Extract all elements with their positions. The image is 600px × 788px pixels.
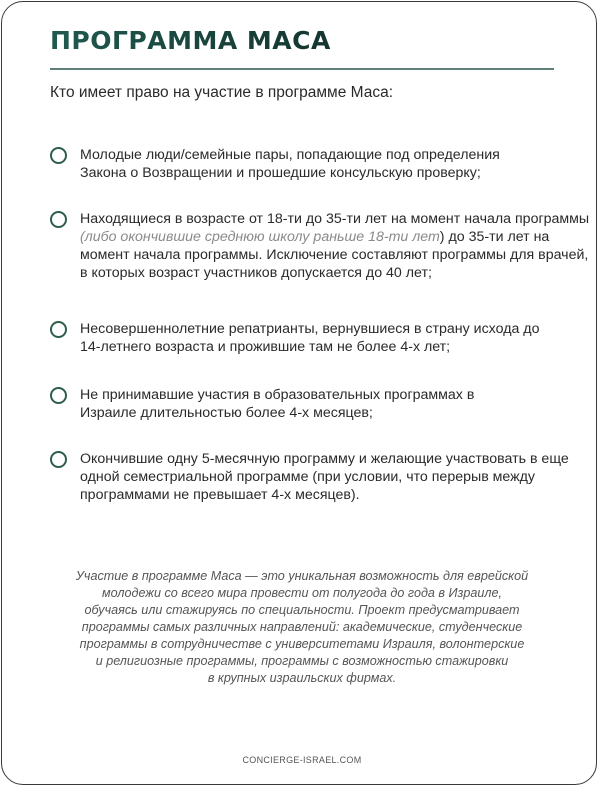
- about-line: в крупных израильских фирмах.: [207, 671, 397, 685]
- circle-bullet-icon: [50, 451, 67, 468]
- list-item: [50, 320, 560, 356]
- circle-bullet-icon: [50, 211, 67, 228]
- about-line: обучаясь или стажируясь по специальности. Проект предусматривает: [84, 603, 520, 617]
- divider: [50, 68, 554, 70]
- about-line: и религиозные программы, программы с возможностью стажировки: [95, 654, 509, 668]
- circle-bullet-icon: [50, 147, 67, 164]
- list-item: [50, 450, 590, 504]
- item-note: (либо окончившие среднюю школу раньше 18-ти лет: [80, 229, 440, 245]
- item-text: Молодые люди/семейные пары, попадающие под определения Закона о Возвращении и прошедшие консульскую проверку;: [80, 147, 500, 181]
- intro-text: Кто имеет право на участие в программе Маса:: [50, 84, 394, 101]
- page-title: ПРОГРАММА МАСА: [50, 26, 331, 55]
- list-item: [50, 386, 520, 422]
- item-text: Не принимавшие участия в образовательных программах в Израиле длительностью более 4-х месяцев;: [80, 387, 475, 421]
- about-line: Участие в программе Маса — это уникальная возможность для еврейской: [75, 569, 529, 583]
- about-line: программы самых различных направлений: академические, студенческие: [81, 620, 523, 634]
- item-text: Окончившие одну 5-месячную программу и желающие участвовать в еще одной семестриальной программе (при условии, что перерыв между программами не превышает 4-х месяцев).: [80, 451, 569, 503]
- circle-bullet-icon: [50, 321, 67, 338]
- item-text: Несовершеннолетние репатрианты, вернувшиеся в страну исхода до 14-летнего возраста и прожившие там не более 4-х лет;: [80, 321, 540, 355]
- card: [1, 1, 597, 785]
- list-item: [50, 210, 590, 282]
- about-line: молодежи со всего мира провести от полугода до года в Израиле,: [102, 586, 502, 600]
- item-text: ) до 35-ти лет на момент начала программы. Исключение составляют программы для врачей, в которых возраст участников допускается до 40 лет;: [80, 229, 589, 281]
- footer-website: CONCIERGE-ISRAEL.COM: [242, 755, 362, 765]
- item-text: Находящиеся в возрасте от 18-ти до 35-ти лет на момент начала программы: [80, 211, 590, 227]
- about-line: программы в сотрудничестве с университетами Израиля, волонтерские: [79, 637, 525, 651]
- about-paragraph: [54, 568, 550, 687]
- circle-bullet-icon: [50, 387, 67, 404]
- list-item: [50, 146, 550, 182]
